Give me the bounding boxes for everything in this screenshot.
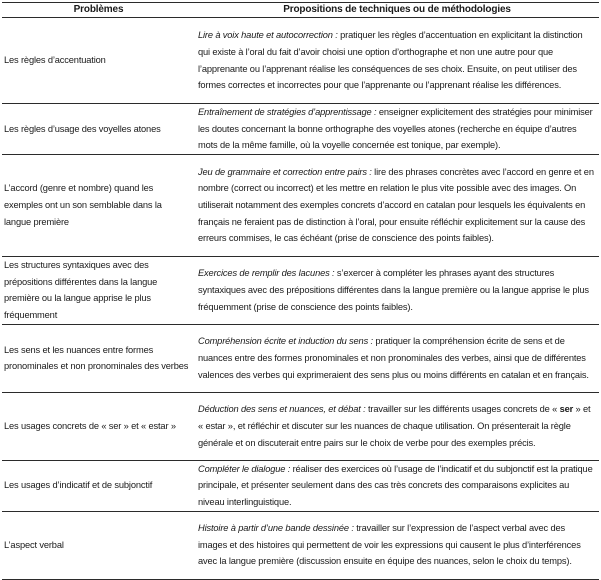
technique-description: » et « estar », et réfléchir et discuter sur les nuances de chaque utilisation. On présenterait la règle générale et on discuterait entre pairs sur le choix de verbe pour des exemples précis. [198,404,591,448]
table-row [2,392,599,460]
header-problemes: Problèmes [2,3,195,18]
proposition-cell [195,511,599,579]
proposition-cell [195,324,599,392]
methodology-table [2,2,599,580]
table-row [2,460,599,511]
problem-cell: Les structures syntaxiques avec des prépositions différentes dans la langue première ou la langue apprise le plus fréquemment [2,256,195,324]
proposition-cell [195,154,599,256]
technique-description: réaliser des exercices où l’usage de l’indicatif et du subjonctif est la pratique principale, et présenter seulement dans des cas très concrets des comparaisons explicites au niveau interlinguistique. [198,463,593,507]
technique-name: Entraînement de stratégies d’apprentissage : [198,107,377,117]
table-row [2,154,599,256]
problem-cell: Les usages d’indicatif et de subjonctif [2,460,195,511]
technique-description: lire des phrases concrètes avec l’accord en genre et en nombre (correct ou incorrect) et les mettre en relation le plus vite possible avec des images. On utiliserait notamment des exemples concrets d’accord en catalan pour lesquels les équivalents en français ne feraient pas de distinction à l’oral, pour ensuite réfléchir explicitement sur la cause des erreurs commises, le cas échéant (prise de conscience des points faibles). [198,166,594,244]
table-header-row [2,3,599,18]
proposition-cell [195,460,599,511]
technique-name: Compréhension écrite et induction du sens : [198,336,373,347]
proposition-cell [195,18,599,104]
table-row [2,256,599,324]
problem-cell: Les règles d’accentuation [2,18,195,104]
table-row [2,104,599,155]
problem-cell: Les usages concrets de « ser » et « estar » [2,392,195,460]
technique-description: travailler sur les différents usages concrets de « [365,404,560,415]
technique-name: Histoire à partir d’une bande dessinée : [198,523,354,534]
technique-description: s’exercer à compléter les phrases ayant des structures syntaxiques avec des prépositions différentes dans la langue première ou la langue apprise le plus fréquemment (prise de conscience des points faibles). [198,268,589,312]
technique-description: enseigner explicitement des stratégies pour minimiser les doutes concernant la bonne orthographe des voyelles atones (recherche en équipe d’autres mots de la même famille, où la voyelle concernée est tonique, par exemple). [198,107,593,151]
header-propositions: Propositions de techniques ou de méthodologies [195,3,599,18]
table-row [2,324,599,392]
problem-cell: L’accord (genre et nombre) quand les exemples ont un son semblable dans la langue première [2,154,195,256]
word-ser: ser [559,404,574,415]
table-row [2,511,599,579]
technique-name: Lire à voix haute et autocorrection : [198,30,338,41]
problem-cell: L’aspect verbal [2,511,195,579]
proposition-cell [195,104,599,155]
technique-name: Compléter le dialogue : [198,463,291,474]
table-row [2,18,599,104]
technique-name: Exercices de remplir des lacunes : [198,268,335,279]
proposition-cell [195,392,599,460]
technique-description: pratiquer les règles d’accentuation en explicitant la distinction qui existe à l’oral du fait d’avoir choisi une option d’orthographe et non une autre pour que l’apprenante ou l’apprenant réalise les conséquences de ses choix. Ensuite, on peut utiliser des formes correctes et incorrectes pour que l’apprenante ou l’apprenant réalise les différences. [198,30,583,91]
technique-description: pratiquer la compréhension écrite de sens et de nuances entre des formes pronominales et non pronominales des verbes, ainsi que de différentes valences des verbes qui exprimeraient des sens plus ou moins différents en catalan et en français. [198,336,589,380]
problem-cell: Les sens et les nuances entre formes pronominales et non pronominales des verbes [2,324,195,392]
technique-description: travailler sur l’expression de l’aspect verbal avec des images et des histoires qui permettent de voir les expressions qui causent le plus d’interférences avec la langue première (discussion ensuite en équipe des nuances, selon le choix du temps). [198,523,581,567]
proposition-cell [195,256,599,324]
problem-cell: Les règles d’usage des voyelles atones [2,104,195,155]
technique-name: Déduction des sens et nuances, et débat : [198,404,366,415]
technique-name: Jeu de grammaire et correction entre pairs : [198,166,372,177]
